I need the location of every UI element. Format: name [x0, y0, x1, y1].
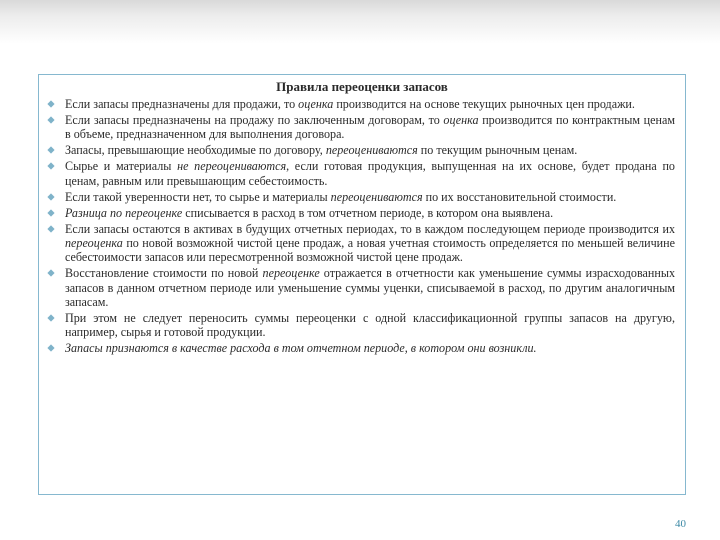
- content-frame: [38, 74, 686, 495]
- rule-text: отражается в отчетности как уменьшение суммы израсходованных запасов в данном отчетном периоде или уменьшение суммы уценки, списываемой в расход, по другим аналогичным запасам.: [65, 266, 675, 309]
- diamond-bullet-icon: [47, 270, 54, 277]
- rule-text: по их восстановительной стоимости.: [422, 189, 617, 204]
- rule-text: по текущим рыночным ценам.: [417, 143, 578, 158]
- rule-text-italic: переоценке: [262, 266, 320, 281]
- diamond-bullet-icon: [47, 345, 54, 352]
- rule-text: Если запасы предназначены для продажи, то: [65, 97, 299, 111]
- rule-item: [47, 266, 675, 309]
- rule-item: [47, 190, 675, 204]
- rule-text-italic: переоценка: [65, 236, 123, 251]
- page-number: 40: [675, 518, 686, 530]
- rule-text-italic: переоцениваются: [330, 189, 423, 204]
- rule-text: , если готовая продукция, выпущенная на их основе, будет продана по ценам, равным или превышающим себестоимость.: [65, 159, 675, 188]
- diamond-bullet-icon: [47, 193, 54, 200]
- rule-item: [47, 143, 675, 157]
- rule-text-italic: не переоцениваются: [177, 159, 287, 174]
- rule-text: Если такой уверенности нет, то сырье и материалы: [65, 189, 331, 204]
- rule-item: [47, 341, 675, 355]
- rule-text: Запасы, превышающие необходимые по договору,: [65, 143, 326, 158]
- diamond-bullet-icon: [47, 100, 54, 107]
- rule-item: [47, 222, 675, 265]
- rule-item: [47, 206, 675, 220]
- rule-text-italic: оценка: [443, 113, 479, 128]
- top-gradient-band: [0, 0, 720, 44]
- diamond-bullet-icon: [47, 225, 54, 232]
- rule-item: [47, 311, 675, 339]
- rule-item: [47, 159, 675, 187]
- rule-text: производится по контрактным ценам в объеме, предназначенном для выполнения договора.: [65, 113, 675, 142]
- rule-text: Если запасы предназначены на продажу по заключенным договорам, то: [65, 113, 444, 128]
- rule-text-italic: оценка: [298, 97, 334, 111]
- rule-text: При этом не следует переносить суммы переоценки с одной классификационной группы запасов на другую, например, сырья и готовой продукции.: [65, 310, 675, 340]
- slide-title: Правила переоценки запасов: [276, 79, 448, 94]
- diamond-bullet-icon: [47, 147, 54, 154]
- rule-text: по новой возможной чистой цене продаж, а новая учетная стоимость определяется по меньшей величине себестоимости запасов или пересмотренной возможной чистой цене продаж.: [65, 236, 675, 265]
- rule-text: Если запасы остаются в активах в будущих отчетных периодах, то в каждом последующем периоде производится их: [65, 221, 675, 236]
- diamond-bullet-icon: [47, 163, 54, 170]
- rule-item: [47, 113, 675, 141]
- rule-text: списывается в расход в том отчетном периоде, в котором она выявлена.: [182, 205, 554, 220]
- rule-text: Восстановление стоимости по новой: [65, 266, 263, 281]
- rules-list: [47, 97, 675, 357]
- diamond-bullet-icon: [47, 116, 54, 123]
- rule-item: [47, 97, 675, 111]
- rule-text-italic: Разница по переоценке: [65, 205, 183, 220]
- diamond-bullet-icon: [47, 314, 54, 321]
- rule-text-italic: Запасы признаются в качестве расхода в том отчетном периоде, в котором они возникли.: [65, 341, 537, 356]
- diamond-bullet-icon: [47, 209, 54, 216]
- rule-text: производится на основе текущих рыночных цен продажи.: [333, 97, 635, 111]
- rule-text-italic: переоцениваются: [325, 143, 418, 158]
- rule-text: Сырье и материалы: [65, 159, 178, 174]
